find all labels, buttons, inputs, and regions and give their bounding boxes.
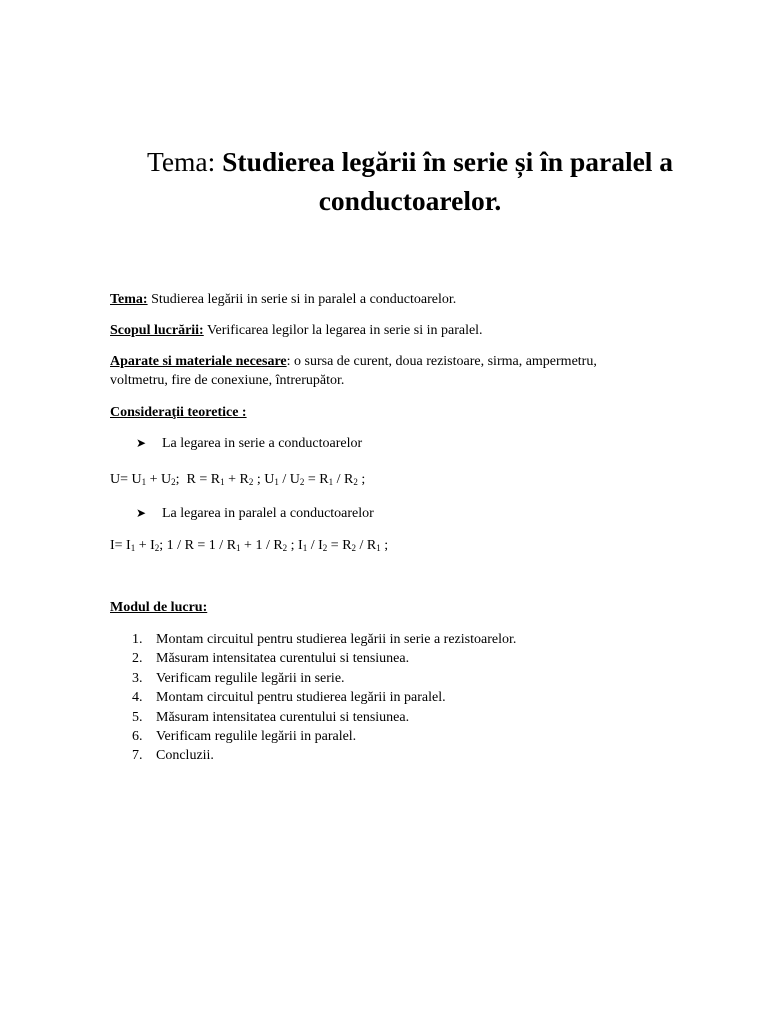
aparate-text: : o sursa de curent, doua rezistoare, sirma, ampermetru, voltmetru, fire de conexiune, întrerupător. bbox=[110, 354, 597, 388]
step-text: Concluzii. bbox=[156, 748, 214, 764]
title-main: Studierea legării în serie și în paralel a conductoarelor. bbox=[222, 146, 674, 216]
tema-paragraph bbox=[110, 290, 670, 309]
consideratii-label: Consideraţii teoretice : bbox=[110, 405, 247, 420]
tema-label: Tema: bbox=[110, 292, 148, 307]
arrow-bullet-icon: ➤ bbox=[136, 436, 147, 450]
step-text: Măsuram intensitatea curentului si tensiunea. bbox=[156, 709, 410, 725]
step-number: 3. bbox=[132, 670, 143, 686]
bullet-serie-text: La legarea in serie a conductoarelor bbox=[162, 436, 363, 451]
consideratii-heading bbox=[110, 403, 670, 422]
arrow-bullet-icon: ➤ bbox=[136, 506, 147, 520]
step-number: 5. bbox=[132, 709, 143, 725]
modul-label: Modul de lucru: bbox=[110, 600, 208, 615]
step-number: 1. bbox=[132, 632, 143, 647]
page-title bbox=[100, 142, 720, 220]
steps-list bbox=[110, 630, 516, 766]
bullet-paralel bbox=[136, 504, 374, 523]
step-text: Măsuram intensitatea curentului si tensiunea. bbox=[156, 651, 410, 667]
step-text: Montam circuitul pentru studierea legării in serie a rezistoarelor. bbox=[156, 632, 517, 647]
modul-heading bbox=[110, 598, 670, 617]
aparate-paragraph bbox=[110, 352, 658, 390]
list-item bbox=[110, 727, 516, 746]
bullet-paralel-text: La legarea in paralel a conductoarelor bbox=[162, 506, 374, 521]
step-text: Montam circuitul pentru studierea legării in paralel. bbox=[156, 690, 446, 706]
list-item bbox=[110, 746, 516, 765]
scopul-label: Scopul lucrării: bbox=[110, 323, 204, 338]
title-prefix: Tema: bbox=[146, 146, 223, 177]
formula-paralel: $I= I_1 + I_2$; $1 / R = 1 / R_1 + 1 / R_2$ ; $I_1 / I_2 = R_2 / R_1$ ; bbox=[110, 538, 389, 553]
list-item bbox=[110, 649, 516, 668]
list-item bbox=[110, 630, 516, 649]
aparate-label: Aparate si materiale necesare bbox=[110, 354, 287, 369]
list-item bbox=[110, 708, 516, 727]
step-number: 4. bbox=[132, 690, 143, 706]
step-text: Verificam regulile legării in serie. bbox=[156, 670, 345, 686]
step-number: 2. bbox=[132, 651, 143, 667]
tema-text: Studierea legării in serie si in paralel a conductoarelor. bbox=[147, 292, 457, 307]
step-text: Verificam regulile legării in paralel. bbox=[156, 729, 357, 745]
step-number: 7. bbox=[132, 748, 143, 764]
bullet-serie bbox=[136, 434, 362, 453]
scopul-text: Verificarea legilor la legarea in serie si in paralel. bbox=[203, 323, 483, 338]
formula-serie: $U= U_1 + U_2$; $R = R_1 + R_2$ ; $U_1 / U_2 = R_1 / R_2$ ; bbox=[110, 472, 366, 487]
list-item bbox=[110, 688, 516, 707]
list-item bbox=[110, 669, 516, 688]
scopul-paragraph bbox=[110, 321, 670, 340]
step-number: 6. bbox=[132, 729, 143, 745]
